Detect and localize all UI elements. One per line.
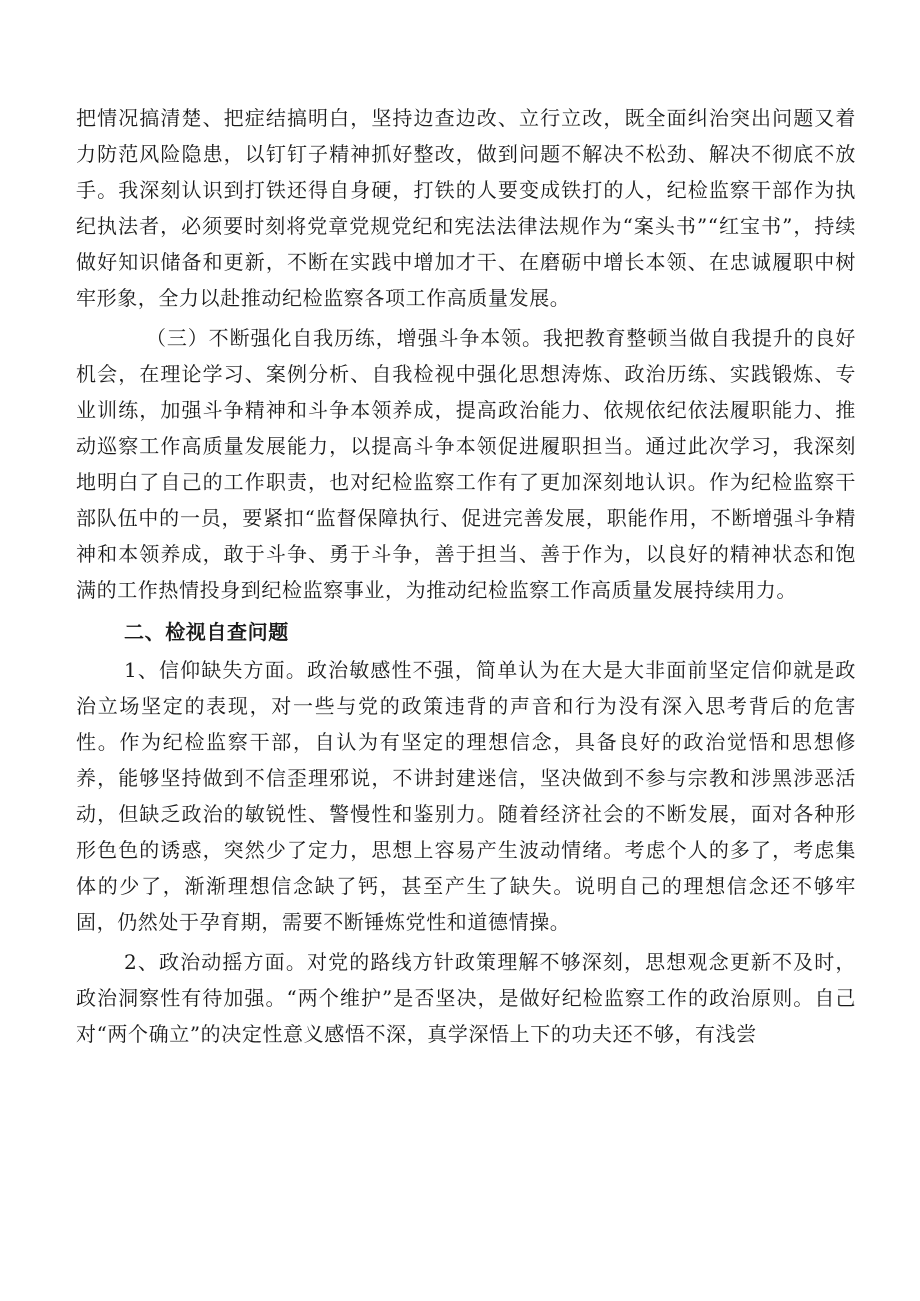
paragraph-section-three: （三）不断强化自我历练，增强斗争本领。我把教育整顿当做自我提升的良好机会，在理论学习、案例分析、自我检视中强化思想涛炼、政治历练、实践锻炼、专业训练，加强斗争精神和斗争本领养成，提高政治能力、依规依纪依法履职能力、推动巡察工作高质量发展能力，以提高斗争本领促进履职担当。通过此次学习，我深刻地明白了自己的工作职责，也对纪检监察工作有了更加深刻地认识。作为纪检监察干部队伍中的一员，要紧扣“监督保障执行、促进完善发展，职能作用，不断增强斗争精神和本领养成，敢于斗争、勇于斗争，善于担当、善于作为，以良好的精神状态和饱满的工作热情投身到纪检监察事业，为推动纪检监察工作高质量发展持续用力。	[76, 326, 856, 602]
paragraph-item-2: 2、政治动摇方面。对党的路线方针政策理解不够深刻，思想观念更新不及时，政治洞察性有待加强。“两个维护”是否坚决，是做好纪检监察工作的政治原则。自己对“两个确立”的决定性意义感悟不深，真学深悟上下的功夫还不够，有浅尝	[76, 950, 856, 1046]
paragraph-item-1: 1、信仰缺失方面。政治敏感性不强，简单认为在大是大非面前坚定信仰就是政治立场坚定的表现，对一些与党的政策违背的声音和行为没有深入思考背后的危害性。作为纪检监察干部，自认为有坚定的理想信念，具备良好的政治觉悟和思想修养，能够坚持做到不信歪理邪说，不讲封建迷信，坚决做到不参与宗教和涉黑涉恶活动，但缺乏政治的敏锐性、警慢性和鉴别力。随着经济社会的不断发展，面对各种形形色色的诱惑，突然少了定力，思想上容易产生波动情绪。考虑个人的多了，考虑集体的少了，渐渐理想信念缺了钙，甚至产生了缺失。说明自己的理想信念还不够牢固，仍然处于孕育期，需要不断锤炼党性和道德情操。	[76, 658, 856, 934]
paragraph-continued: 把情况搞清楚、把症结搞明白，坚持边查边改、立行立改，既全面纠治突出问题又着力防范风险隐患，以钉钉子精神抓好整改，做到问题不解决不松劲、解决不彻底不放手。我深刻认识到打铁还得自身硬，打铁的人要变成铁打的人，纪检监察干部作为执纪执法者，必须要时刻将党章党规党纪和宪法法律法规作为“案头书”“红宝书”，持续做好知识储备和更新，不断在实践中增加才干、在磨砺中增长本领、在忠诚履职中树牢形象，全力以赴推动纪检监察各项工作高质量发展。	[76, 106, 856, 310]
section-heading: 二、检视自查问题	[124, 620, 289, 644]
document-page	[76, 100, 856, 1052]
